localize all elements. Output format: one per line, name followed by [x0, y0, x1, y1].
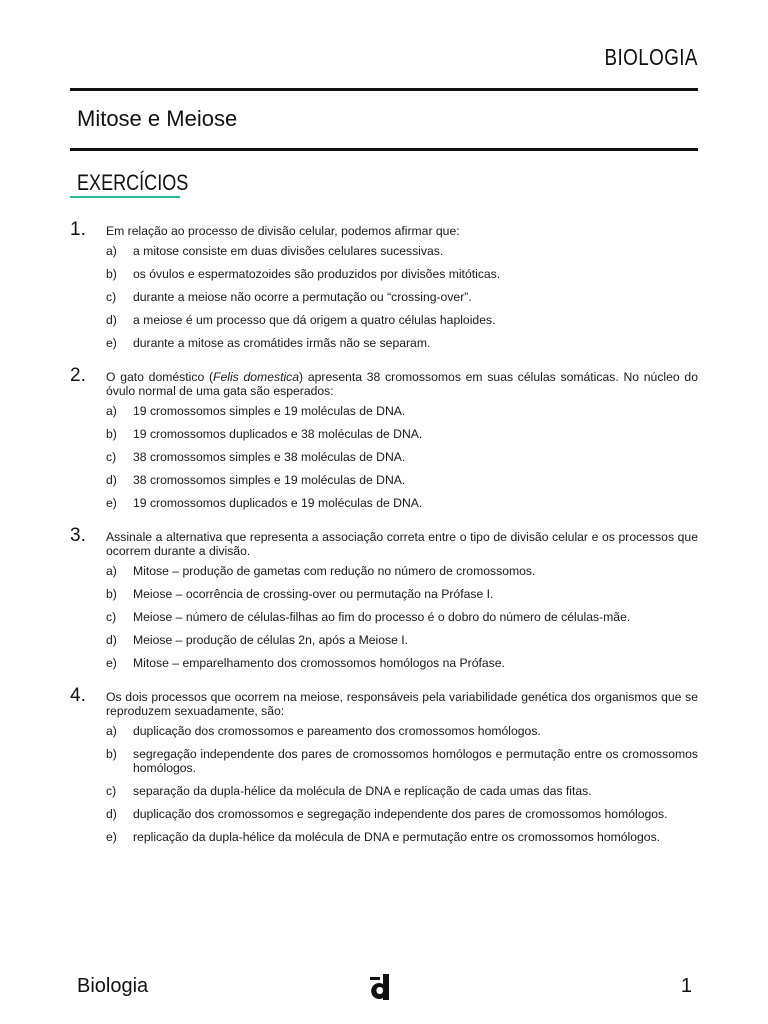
option-e[interactable] [106, 830, 698, 844]
option-letter: d) [106, 313, 117, 327]
question-number: 4. [70, 685, 86, 706]
question-stem: Em relação ao processo de divisão celular, podemos afirmar que: [106, 224, 460, 238]
option-text: Mitose – produção de gametas com redução no número de cromossomos. [133, 564, 536, 578]
option-text: 38 cromossomos simples e 38 moléculas de DNA. [133, 450, 406, 464]
option-letter: c) [106, 450, 117, 464]
option-a[interactable] [106, 244, 698, 258]
option-text: duplicação dos cromossomos e segregação independente dos pares de cromossomos homólogos. [133, 807, 668, 821]
option-a[interactable] [106, 404, 698, 418]
option-c[interactable] [106, 450, 698, 464]
species-name: Felis domestica [213, 370, 300, 384]
question-number: 3. [70, 525, 86, 546]
option-e[interactable] [106, 656, 698, 670]
option-letter: a) [106, 404, 117, 418]
question-number: 1. [70, 219, 86, 240]
option-text: Meiose – produção de células 2n, após a Meiose I. [133, 633, 409, 647]
question-1 [70, 219, 698, 350]
option-text: Meiose – ocorrência de crossing-over ou permutação na Prófase I. [133, 587, 494, 601]
option-e[interactable] [106, 336, 698, 350]
option-text: durante a meiose não ocorre a permutação ou “crossing-over”. [133, 290, 472, 304]
option-text: os óvulos e espermatozoides são produzidos por divisões mitóticas. [133, 267, 501, 281]
option-letter: e) [106, 336, 117, 350]
option-d[interactable] [106, 473, 698, 487]
question-stem: Os dois processos que ocorrem na meiose, responsáveis pela variabilidade genética dos organismos que se reproduzem sexuadamente, são: [106, 690, 698, 718]
stem-part: O gato doméstico ( [106, 370, 214, 384]
option-text: 19 cromossomos duplicados e 38 moléculas de DNA. [133, 427, 423, 441]
option-text: separação da dupla-hélice da molécula de DNA e replicação de cada umas das fitas. [133, 784, 592, 798]
option-letter: c) [106, 290, 117, 304]
option-letter: d) [106, 633, 117, 647]
section-underline [70, 196, 180, 198]
page-number: 1 [680, 975, 692, 997]
option-letter: d) [106, 807, 117, 821]
header-rule-top [70, 88, 698, 91]
topic-title: Mitose e Meiose [77, 106, 238, 131]
option-letter: a) [106, 564, 117, 578]
option-b[interactable] [106, 427, 698, 441]
d-logo-icon [369, 974, 393, 1000]
question-4 [70, 685, 698, 844]
option-letter: b) [106, 427, 117, 441]
question-3 [70, 525, 698, 670]
question-list [70, 219, 698, 862]
option-c[interactable] [106, 290, 698, 304]
option-text: 19 cromossomos duplicados e 19 moléculas de DNA. [133, 496, 423, 510]
option-letter: a) [106, 244, 117, 258]
option-b[interactable] [106, 587, 698, 601]
question-2 [70, 365, 698, 510]
option-a[interactable] [106, 564, 698, 578]
option-letter: b) [106, 267, 117, 281]
option-text: Meiose – número de células-filhas ao fim do processo é o dobro do número de células-mãe. [133, 610, 631, 624]
question-stem: Assinale a alternativa que representa a associação correta entre o tipo de divisão celular e os processos que ocorrem durante a divisão. [106, 530, 698, 558]
stem-part: ) apresenta 38 cromossomos em suas células somáticas. No núcleo do óvulo normal de uma gata são esperados: [106, 370, 698, 398]
option-d[interactable] [106, 633, 698, 647]
option-letter: e) [106, 656, 117, 670]
option-letter: e) [106, 496, 117, 510]
option-letter: b) [106, 747, 117, 761]
header-rule-bottom [70, 148, 698, 151]
section-title: EXERCÍCIOS [77, 170, 189, 195]
option-e[interactable] [106, 496, 698, 510]
option-text: a mitose consiste em duas divisões celulares sucessivas. [133, 244, 444, 258]
option-text: 19 cromossomos simples e 19 moléculas de DNA. [133, 404, 406, 418]
option-text: 38 cromossomos simples e 19 moléculas de DNA. [133, 473, 406, 487]
question-number: 2. [70, 365, 86, 386]
option-c[interactable] [106, 784, 698, 798]
question-stem [106, 368, 698, 398]
option-d[interactable] [106, 313, 698, 327]
option-text: durante a mitose as cromátides irmãs não se separam. [133, 336, 431, 350]
option-text: replicação da dupla-hélice da molécula de DNA e permutação entre os cromossomos homólogos. [133, 830, 661, 844]
option-text: segregação independente dos pares de cromossomos homólogos e permutação entre os cromossomos homólogos. [133, 747, 698, 775]
subject-header: BIOLOGIA [604, 44, 698, 70]
option-letter: e) [106, 830, 117, 844]
option-letter: b) [106, 587, 117, 601]
option-letter: c) [106, 610, 117, 624]
footer-subject: Biologia [77, 975, 149, 997]
option-d[interactable] [106, 807, 698, 821]
option-c[interactable] [106, 610, 698, 624]
option-b[interactable] [106, 267, 698, 281]
option-letter: c) [106, 784, 117, 798]
option-text: Mitose – emparelhamento dos cromossomos homólogos na Prófase. [133, 656, 505, 670]
option-b[interactable] [106, 747, 698, 775]
option-a[interactable] [106, 724, 698, 738]
option-letter: a) [106, 724, 117, 738]
option-letter: d) [106, 473, 117, 487]
option-text: a meiose é um processo que dá origem a quatro células haploides. [133, 313, 496, 327]
option-text: duplicação dos cromossomos e pareamento dos cromossomos homólogos. [133, 724, 541, 738]
